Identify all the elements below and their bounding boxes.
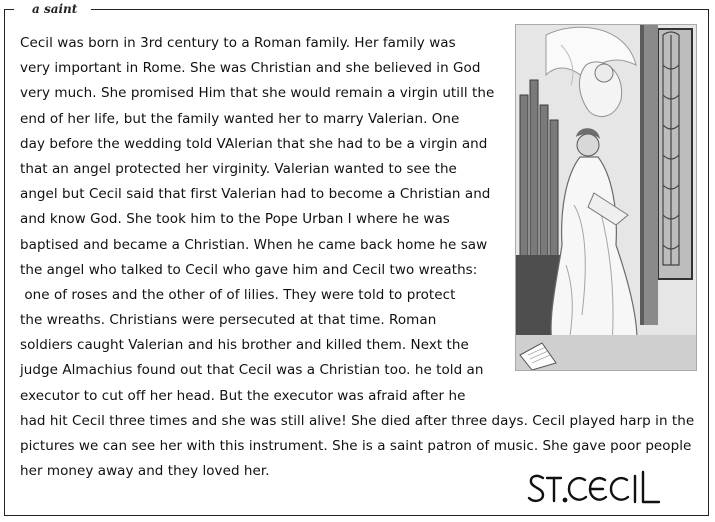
body-line: baptised and became a Christian. When he came back home he saw <box>20 236 488 253</box>
body-line: soldiers caught Valerian and his brother and killed them. Next the <box>20 337 469 354</box>
body-line: that an angel protected her virginity. Valerian wanted to see the <box>20 160 457 177</box>
body-line: the wreaths. Christians were persecuted at that time. Roman <box>20 312 437 329</box>
body-line: angel but Cecil said that first Valerian had to become a Christian and <box>20 186 491 203</box>
body-line: very important in Rome. She was Christian and she believed in God <box>20 60 481 77</box>
saint-cecilia-illustration <box>515 24 697 371</box>
body-line: the angel who talked to Cecil who gave him and Cecil two wreaths: <box>20 261 478 278</box>
body-line: day before the wedding told VAlerian that she had to be a virgin and <box>20 135 488 152</box>
body-line: judge Almachius found out that Cecil was a Christian too. he told an <box>20 362 484 379</box>
st-cecil-signature <box>527 466 677 510</box>
body-line: Cecil was born in 3rd century to a Roman family. Her family was <box>20 35 456 51</box>
body-line: executor to cut off her head. But the executor was afraid after he <box>20 387 466 404</box>
body-line: had hit Cecil three times and she was still alive! She died after three days. Cecil played harp in the <box>20 412 695 429</box>
body-line: end of her life, but the family wanted her to marry Valerian. One <box>20 110 460 127</box>
body-line: pictures we can see her with this instrument. She is a saint patron of music. She gave poor people <box>20 438 692 454</box>
section-label: a saint <box>14 1 91 17</box>
body-line: her money away and they loved her. <box>20 463 270 480</box>
body-line: very much. She promised Him that she would remain a virgin utill the <box>20 85 495 102</box>
body-line: one of roses and the other of of lilies. They were told to protect <box>20 286 456 303</box>
body-line: and know God. She took him to the Pope Urban I where he was <box>20 211 450 228</box>
